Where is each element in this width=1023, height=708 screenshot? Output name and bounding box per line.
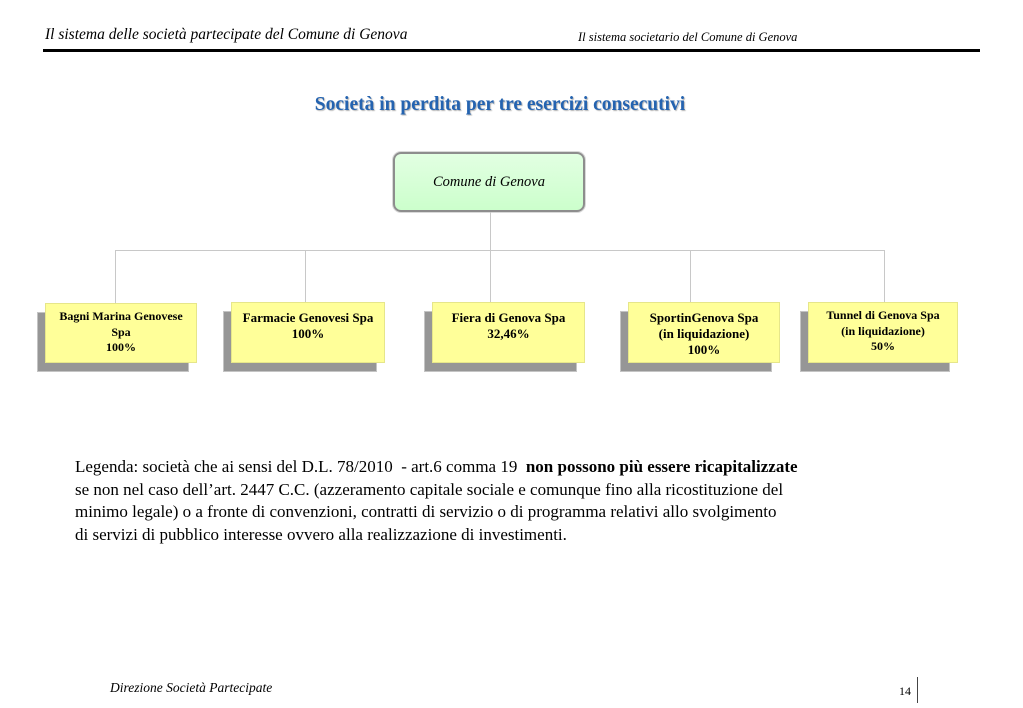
legend-text: Legenda: società che ai sensi del D.L. 78/2010 - art.6 comma 19 xyxy=(75,457,526,476)
connector-line xyxy=(305,250,306,302)
header-rule xyxy=(43,49,980,52)
root-node xyxy=(393,152,585,212)
child-node-bagni-marina xyxy=(45,303,197,363)
child-node-line: 32,46% xyxy=(487,326,530,341)
connector-line xyxy=(690,250,691,302)
child-node-line: Farmacie Genovesi Spa xyxy=(242,310,374,325)
connector-line xyxy=(115,250,116,303)
root-node-label: Comune di Genova xyxy=(433,173,545,190)
legend-line: minimo legale) o a fronte di convenzioni, contratti di servizio o di programma relativi allo svolgimento xyxy=(75,502,777,521)
child-node-line: 100% xyxy=(106,340,136,354)
page-divider xyxy=(917,677,918,703)
header-right-title: Il sistema societario del Comune di Genova xyxy=(578,30,798,44)
child-node-line: Tunnel di Genova Spa xyxy=(826,308,940,322)
child-node-line: 100% xyxy=(291,326,325,341)
page-number: 14 xyxy=(899,684,911,698)
legend-emphasis: non possono più essere ricapitalizzate xyxy=(525,457,798,476)
child-node-line: (in liquidazione) xyxy=(658,326,750,341)
legend-line xyxy=(75,456,798,479)
child-node-sportingenova xyxy=(628,302,780,363)
child-node-tunnel xyxy=(808,302,958,363)
header-left-title: Il sistema delle società partecipate del Comune di Genova xyxy=(45,26,408,43)
child-node-box xyxy=(808,302,958,363)
connector-line xyxy=(115,250,885,251)
child-node-line: Spa xyxy=(111,324,131,339)
child-node-line: Bagni Marina Genovese xyxy=(59,309,183,323)
child-node-fiera xyxy=(432,302,585,363)
child-node-line: SportinGenova Spa xyxy=(649,310,759,325)
child-node-line: (in liquidazione) xyxy=(841,323,925,338)
connector-line xyxy=(884,250,885,302)
page-title: Società in perdita per tre esercizi consecutivi xyxy=(314,94,686,115)
legend-line: se non nel caso dell’art. 2447 C.C. (azzeramento capitale sociale e comunque fino alla ricostituzione del xyxy=(75,479,784,499)
connector-line xyxy=(490,250,491,302)
child-node-line: 50% xyxy=(871,339,895,353)
child-node-box xyxy=(432,302,585,363)
child-node-line: Fiera di Genova Spa xyxy=(451,310,566,325)
connector-line xyxy=(490,212,491,250)
child-node-box xyxy=(628,302,780,363)
child-node-farmacie xyxy=(231,302,385,363)
legend-paragraph xyxy=(75,456,798,546)
footer-department: Direzione Società Partecipate xyxy=(110,680,273,695)
child-node-box xyxy=(231,302,385,363)
legend-line: di servizi di pubblico interesse ovvero alla realizzazione di investimenti. xyxy=(75,524,567,544)
child-node-line: 100% xyxy=(687,342,721,357)
child-node-box xyxy=(45,303,197,363)
